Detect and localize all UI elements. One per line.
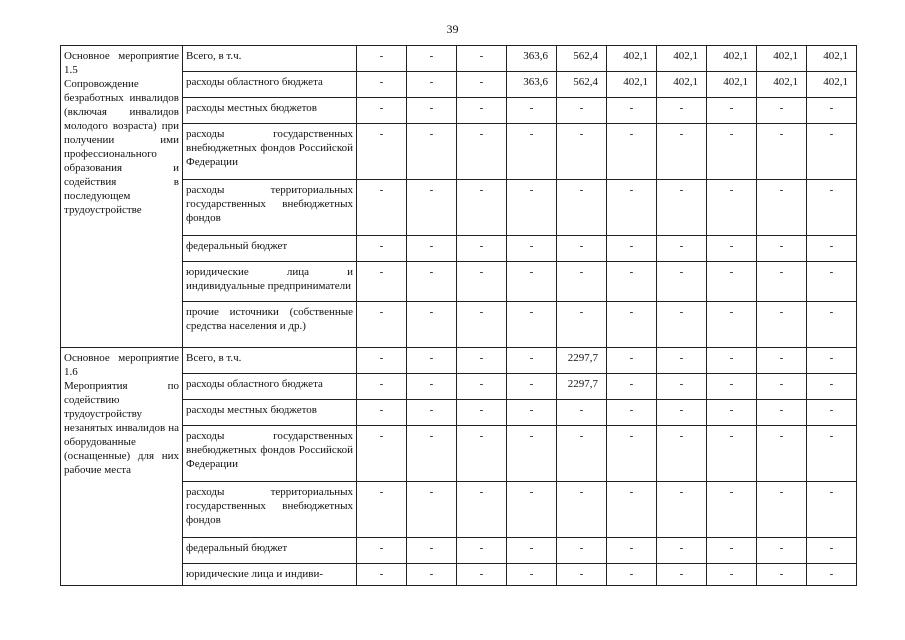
value-cell: - [507,400,557,426]
activity-cell [61,46,183,348]
value-cell: - [407,348,457,374]
value-cell: - [357,348,407,374]
value-cell: - [357,46,407,72]
funding-source: Всего, в т.ч. [183,348,357,374]
value-cell: - [557,98,607,124]
activity-title: Основное мероприятие 1.5 [64,50,179,76]
value-cell: - [457,236,507,262]
value-cell: - [707,262,757,302]
value-cell: - [657,426,707,482]
funding-source: федеральный бюджет [183,538,357,564]
budget-table [60,45,857,586]
value-cell: - [407,302,457,348]
value-cell: - [457,538,507,564]
value-cell: 2297,7 [557,374,607,400]
funding-source: юридические лица и индивидуальные предприниматели [183,262,357,302]
value-cell: - [707,180,757,236]
value-cell: - [507,538,557,564]
value-cell: - [757,400,807,426]
value-cell: - [407,400,457,426]
funding-source: расходы областного бюджета [183,374,357,400]
funding-source: расходы территориальных государственных внебюджетных фондов [183,482,357,538]
value-cell: 402,1 [707,72,757,98]
value-cell: - [757,426,807,482]
value-cell: - [357,538,407,564]
value-cell: - [457,98,507,124]
value-cell: - [457,180,507,236]
value-cell: - [507,302,557,348]
value-cell: - [557,124,607,180]
value-cell: - [407,262,457,302]
value-cell: - [807,374,857,400]
value-cell: 402,1 [657,72,707,98]
value-cell: - [407,538,457,564]
value-cell: - [657,564,707,586]
value-cell: - [657,538,707,564]
value-cell: - [657,482,707,538]
value-cell: - [507,98,557,124]
funding-source: расходы местных бюджетов [183,98,357,124]
value-cell: - [457,482,507,538]
value-cell: - [457,564,507,586]
value-cell: - [507,236,557,262]
value-cell: - [807,400,857,426]
value-cell: - [357,72,407,98]
value-cell: - [457,400,507,426]
value-cell: - [357,374,407,400]
value-cell: - [507,426,557,482]
value-cell: - [707,400,757,426]
value-cell: - [707,564,757,586]
value-cell: - [807,482,857,538]
value-cell: - [557,400,607,426]
value-cell: - [657,236,707,262]
value-cell: - [607,482,657,538]
value-cell: - [657,400,707,426]
value-cell: - [457,302,507,348]
value-cell: - [807,236,857,262]
value-cell: - [507,564,557,586]
value-cell: - [757,236,807,262]
value-cell: - [807,348,857,374]
value-cell: - [757,302,807,348]
value-cell: - [607,262,657,302]
value-cell: 402,1 [757,46,807,72]
value-cell: - [607,400,657,426]
value-cell: - [807,180,857,236]
value-cell: - [807,426,857,482]
value-cell: - [607,236,657,262]
value-cell: - [507,482,557,538]
value-cell: - [557,482,607,538]
value-cell: - [557,538,607,564]
funding-source: юридические лица и индиви- [183,564,357,586]
value-cell: - [407,46,457,72]
value-cell: - [607,302,657,348]
value-cell: - [457,374,507,400]
value-cell: - [607,426,657,482]
value-cell: 363,6 [507,46,557,72]
activity-description: Мероприятия по содействию трудоустройству незанятых инвалидов на оборудованные (оснащенные) для них рабочие места [64,380,179,476]
value-cell: - [357,400,407,426]
value-cell: - [757,180,807,236]
value-cell: - [707,374,757,400]
value-cell: - [457,426,507,482]
value-cell: - [457,72,507,98]
value-cell: - [557,426,607,482]
funding-source: расходы государственных внебюджетных фондов Российской Федерации [183,426,357,482]
value-cell: - [607,538,657,564]
funding-source: расходы местных бюджетов [183,400,357,426]
value-cell: - [507,348,557,374]
value-cell: - [607,374,657,400]
value-cell: - [657,374,707,400]
value-cell: - [607,124,657,180]
value-cell: - [457,262,507,302]
value-cell: - [757,348,807,374]
value-cell: - [757,124,807,180]
value-cell: - [607,98,657,124]
value-cell: - [757,374,807,400]
funding-source: федеральный бюджет [183,236,357,262]
value-cell: 402,1 [607,46,657,72]
value-cell: - [807,302,857,348]
value-cell: - [357,426,407,482]
value-cell: 2297,7 [557,348,607,374]
value-cell: - [407,426,457,482]
value-cell: - [507,124,557,180]
value-cell: - [607,180,657,236]
value-cell: - [357,482,407,538]
value-cell: - [657,180,707,236]
value-cell: - [457,124,507,180]
value-cell: 363,6 [507,72,557,98]
funding-source: прочие источники (собственные средства населения и др.) [183,302,357,348]
value-cell: 562,4 [557,72,607,98]
value-cell: - [357,262,407,302]
value-cell: - [707,302,757,348]
funding-source: расходы территориальных государственных внебюджетных фондов [183,180,357,236]
value-cell: 402,1 [807,72,857,98]
activity-description: Сопровождение безработных инвалидов (включая инвалидов молодого возраста) при получении ими профессионального образования и содействия в последующем трудоустройстве [64,78,179,216]
value-cell: - [357,302,407,348]
value-cell: - [357,564,407,586]
value-cell: - [657,348,707,374]
value-cell: - [807,124,857,180]
value-cell: - [757,564,807,586]
value-cell: - [407,482,457,538]
value-cell: - [557,180,607,236]
value-cell: - [657,262,707,302]
value-cell: - [757,98,807,124]
value-cell: 562,4 [557,46,607,72]
value-cell: 402,1 [657,46,707,72]
value-cell: - [507,374,557,400]
value-cell: - [707,426,757,482]
activity-title: Основное мероприятие 1.6 [64,352,179,378]
funding-source: расходы государственных внебюджетных фондов Российской Федерации [183,124,357,180]
funding-source: Всего, в т.ч. [183,46,357,72]
value-cell: - [557,236,607,262]
value-cell: - [357,124,407,180]
value-cell: - [507,262,557,302]
value-cell: - [757,482,807,538]
table-row [61,348,857,374]
activity-cell [61,348,183,586]
value-cell: - [507,180,557,236]
value-cell: - [457,46,507,72]
value-cell: - [407,374,457,400]
value-cell: 402,1 [707,46,757,72]
value-cell: - [657,98,707,124]
value-cell: - [457,348,507,374]
value-cell: - [607,564,657,586]
value-cell: - [807,262,857,302]
value-cell: - [757,262,807,302]
value-cell: - [707,124,757,180]
value-cell: - [357,180,407,236]
value-cell: - [707,98,757,124]
value-cell: - [707,482,757,538]
value-cell: - [707,538,757,564]
value-cell: - [807,564,857,586]
value-cell: - [757,538,807,564]
table-row [61,46,857,72]
value-cell: - [407,180,457,236]
value-cell: - [807,538,857,564]
page-number: 39 [446,22,459,36]
value-cell: - [707,348,757,374]
value-cell: - [407,564,457,586]
value-cell: - [557,302,607,348]
value-cell: - [357,236,407,262]
value-cell: - [407,124,457,180]
value-cell: - [807,98,857,124]
value-cell: - [557,564,607,586]
value-cell: - [407,98,457,124]
value-cell: - [357,98,407,124]
value-cell: 402,1 [607,72,657,98]
value-cell: - [407,72,457,98]
funding-source: расходы областного бюджета [183,72,357,98]
value-cell: - [407,236,457,262]
value-cell: 402,1 [757,72,807,98]
value-cell: 402,1 [807,46,857,72]
value-cell: - [657,124,707,180]
value-cell: - [707,236,757,262]
value-cell: - [657,302,707,348]
value-cell: - [557,262,607,302]
value-cell: - [607,348,657,374]
